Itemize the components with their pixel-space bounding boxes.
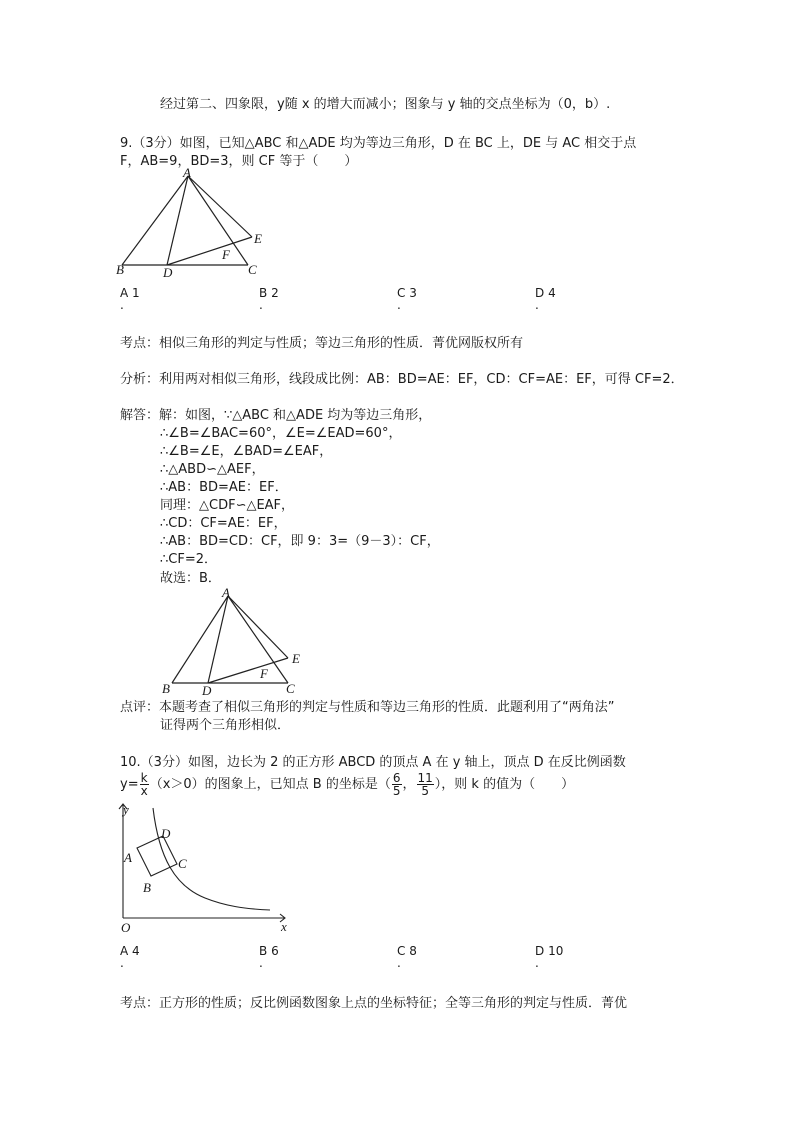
- q9-jieda-line: ∴△ABD∽△AEF，: [160, 462, 265, 477]
- q9-label-a: A: [183, 165, 191, 180]
- q10-stem-end: ），则 k 的值为（ ）: [434, 777, 575, 792]
- q9-dianping-line2: 证得两个三角形相似．: [160, 718, 291, 733]
- q9-choice-a[interactable]: A 1 .: [120, 286, 140, 312]
- q9s-label-b: B: [162, 681, 170, 696]
- q10-fraction-6-5: $\frac{6}{5}$: [392, 771, 401, 798]
- q10-square-abcd: [137, 836, 177, 876]
- q9-fenxi: 分析：利用两对相似三角形，线段成比例：AB：BD=AE：EF，CD：CF=AE：EF，可得 CF=2．: [120, 372, 684, 387]
- q9-jieda-line: ∴∠B=∠BAC=60°，∠E=∠EAD=60°，: [160, 426, 402, 441]
- q9-jieda-line: ∴AB：BD=AE：EF．: [160, 480, 288, 495]
- q10-label-c: C: [178, 856, 187, 871]
- q9-dianping-line1: 点评：本题考查了相似三角形的判定与性质和等边三角形的性质．此题利用了“两角法”: [120, 700, 615, 715]
- q10-stem-line1: 10.（3分）如图，边长为 2 的正方形 ABCD 的顶点 A 在 y 轴上，顶点 D 在反比例函数: [120, 755, 626, 770]
- q10-choice-c[interactable]: C 8 .: [397, 944, 417, 970]
- q10-label-d: D: [161, 826, 171, 841]
- q9-label-f: F: [222, 247, 230, 262]
- q10-choice-a[interactable]: A 4 .: [120, 944, 140, 970]
- q9-jieda-line: ∴AB：BD=CD：CF，即 9：3=（9－3）：CF，: [160, 534, 440, 549]
- q9-solution-figure: [160, 582, 320, 698]
- q10-stem-fraction-k-over-x: [140, 772, 149, 797]
- q9-label-b: B: [116, 262, 124, 277]
- q10-label-x: x: [281, 919, 287, 934]
- q9-jieda-line: ∴CF=2．: [160, 552, 217, 567]
- q9s-seg-ab: [172, 596, 228, 683]
- q10-stem-y: y=: [120, 777, 139, 792]
- q9s-seg-de: [208, 658, 288, 683]
- q10-label-y: y: [123, 802, 129, 817]
- q9s-seg-ae: [228, 596, 288, 658]
- q9-label-c: C: [248, 262, 257, 277]
- q10-figure: [115, 798, 295, 938]
- q9-kaodian: 考点：相似三角形的判定与性质；等边三角形的性质．菁优网版权所有: [120, 336, 524, 351]
- q10-choice-b[interactable]: B 6 .: [259, 944, 279, 970]
- q9-choice-d[interactable]: D 4 .: [535, 286, 556, 312]
- q9-label-d: D: [163, 265, 173, 280]
- q9-stem-line1: 9.（3分）如图，已知△ABC 和△ADE 均为等边三角形，D 在 BC 上，DE 与 AC 相交于点: [120, 136, 637, 151]
- q9-figure: [112, 164, 282, 280]
- q10-kaodian: 考点：正方形的性质；反比例函数图象上点的坐标特征；全等三角形的判定与性质．菁优: [120, 996, 628, 1011]
- q9s-label-c: C: [286, 681, 295, 696]
- q10-stem-mid: （x＞0）的图象上，已知点 B 的坐标是（: [149, 777, 391, 792]
- intro-line: 经过第二、四象限，y随 x 的增大而减小；图象与 y 轴的交点坐标为（0，b）.: [160, 97, 611, 112]
- q9-seg-ac: [188, 176, 248, 265]
- q9-label-e: E: [254, 231, 262, 246]
- q10-stem-k: k: [140, 771, 148, 785]
- q9-jieda-line: 解答：解：如图，∵△ABC 和△ADE 均为等边三角形，: [120, 408, 432, 423]
- q9-choice-b[interactable]: B 2 .: [259, 286, 279, 312]
- q10-stem-line2: y= $\frac{k}{x}$ （x＞0）的图象上，已知点 B 的坐标是（ $\frac{6}{5}$ ， $\frac{11}{5}$ ），则 k 的值为（ ）: [120, 771, 575, 798]
- q10-hyperbola-curve: [153, 808, 270, 910]
- q10-choice-d[interactable]: D 10 .: [535, 944, 564, 970]
- q9s-label-a: A: [222, 585, 230, 600]
- q10-fraction-11-5: $\frac{11}{5}$: [417, 771, 433, 798]
- q9-stem-line2: F，AB=9，BD=3，则 CF 等于（ ）: [120, 154, 358, 169]
- q9-seg-ae: [188, 176, 252, 237]
- q10-stem-x: x: [140, 784, 148, 798]
- q9s-label-e: E: [292, 651, 300, 666]
- q9s-label-d: D: [202, 683, 212, 698]
- q9s-label-f: F: [260, 666, 268, 681]
- q9-choice-c[interactable]: C 3 .: [397, 286, 417, 312]
- q10-label-o: O: [121, 920, 131, 935]
- q9-jieda-line: ∴∠B=∠E，∠BAD=∠EAF，: [160, 444, 333, 459]
- q9-jieda-line: ∴CD：CF=AE：EF，: [160, 516, 287, 531]
- q9-jieda-line: 故选：B．: [160, 571, 221, 586]
- q9-jieda-line: 同理：△CDF∽△EAF，: [160, 498, 295, 513]
- q9s-seg-ad: [208, 596, 228, 683]
- q9s-seg-ac: [228, 596, 288, 683]
- q10-label-a: A: [124, 850, 132, 865]
- q10-label-b: B: [143, 880, 151, 895]
